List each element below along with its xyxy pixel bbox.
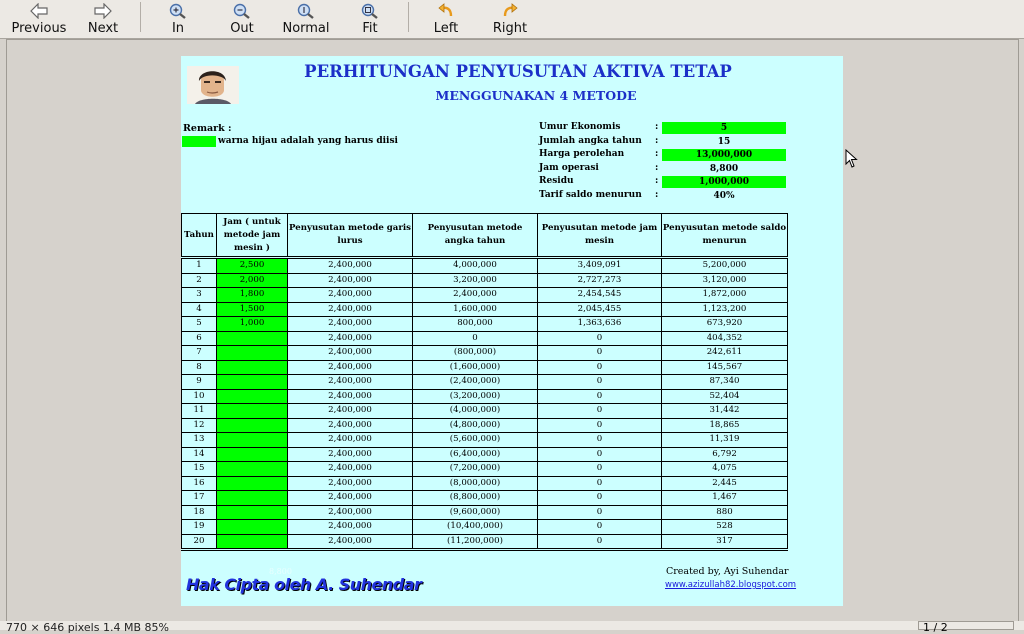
param-colon: :	[655, 135, 659, 146]
next-label: Next	[87, 21, 119, 36]
copyright-text: Hak Cipta oleh A. Suhendar	[186, 575, 422, 594]
table-cell: 18,865	[662, 418, 788, 433]
zoom-out-button[interactable]	[220, 0, 264, 36]
table-cell: 2,400,000	[288, 389, 413, 404]
column-header: Penyusutan metode jam mesin	[538, 214, 662, 258]
table-cell: 2,400,000	[288, 491, 413, 506]
image-info: 770 × 646 pixels 1.4 MB 85%	[6, 621, 169, 634]
table-cell: 19	[182, 520, 217, 535]
zoom-out-icon	[233, 3, 251, 19]
zoom-in-button[interactable]	[156, 0, 200, 36]
remark-label: Remark :	[183, 123, 232, 134]
green-swatch	[182, 136, 216, 147]
table-cell: 0	[538, 534, 662, 550]
table-cell: 2,400,000	[288, 302, 413, 317]
table-cell: 0	[538, 360, 662, 375]
hours-input-cell[interactable]: 1,800	[217, 288, 288, 303]
table-cell: (1,600,000)	[413, 360, 538, 375]
zoom-in-label: In	[171, 21, 185, 36]
table-cell: 2,400,000	[288, 418, 413, 433]
table-cell: (4,000,000)	[413, 404, 538, 419]
table-cell: 10	[182, 389, 217, 404]
param-label: Residu	[539, 176, 574, 186]
hours-input-cell[interactable]	[217, 346, 288, 361]
table-cell: 5,200,000	[662, 258, 788, 274]
table-cell: 1,363,636	[538, 317, 662, 332]
rotate-left-button[interactable]	[424, 0, 468, 36]
table-row	[182, 462, 788, 477]
previous-label: Previous	[11, 21, 67, 36]
zoom-fit-icon	[361, 3, 379, 19]
hours-input-cell[interactable]: 1,500	[217, 302, 288, 317]
param-colon: :	[655, 189, 659, 200]
table-cell: 1,123,200	[662, 302, 788, 317]
table-cell: 2,400,000	[288, 462, 413, 477]
param-label: Harga perolehan	[539, 149, 625, 159]
table-cell: (6,400,000)	[413, 447, 538, 462]
table-cell: 0	[538, 491, 662, 506]
rotate-right-label: Right	[492, 21, 528, 36]
table-cell: 3,200,000	[413, 273, 538, 288]
hours-input-cell[interactable]: 1,000	[217, 317, 288, 332]
table-cell: 0	[413, 331, 538, 346]
table-cell: 2,400,000	[288, 258, 413, 274]
table-row	[182, 389, 788, 404]
next-button[interactable]	[80, 0, 126, 36]
table-cell: 12	[182, 418, 217, 433]
hours-input-cell[interactable]	[217, 360, 288, 375]
table-row	[182, 375, 788, 390]
rotate-left-label: Left	[433, 21, 459, 36]
column-header: Penyusutan metode angka tahun	[413, 214, 538, 258]
param-value-jumlah-angka-tahun: 15	[717, 136, 731, 147]
table-cell: 2,454,545	[538, 288, 662, 303]
table-cell: 145,567	[662, 360, 788, 375]
hours-input-cell[interactable]	[217, 375, 288, 390]
table-cell: (8,800,000)	[413, 491, 538, 506]
table-cell: (9,600,000)	[413, 505, 538, 520]
table-cell: 317	[662, 534, 788, 550]
param-value-jam-operasi: 8,800	[709, 163, 739, 174]
table-cell: 13	[182, 433, 217, 448]
table-cell: 2,400,000	[288, 317, 413, 332]
hours-input-cell[interactable]	[217, 331, 288, 346]
table-cell: 7	[182, 346, 217, 361]
document-subtitle: MENGGUNAKAN 4 METODE	[435, 88, 637, 103]
table-cell: 4,075	[662, 462, 788, 477]
column-header: Jam ( untuk metode jam mesin )	[217, 214, 288, 258]
table-cell: 2,400,000	[288, 288, 413, 303]
hours-input-cell[interactable]	[217, 534, 288, 550]
table-row	[182, 360, 788, 375]
table-cell: (800,000)	[413, 346, 538, 361]
table-row	[182, 273, 788, 288]
table-cell: 2,400,000	[413, 288, 538, 303]
table-cell: 52,404	[662, 389, 788, 404]
table-cell: 6	[182, 331, 217, 346]
param-label: Jam operasi	[539, 162, 599, 173]
table-cell: 0	[538, 404, 662, 419]
table-row	[182, 258, 788, 274]
table-cell: 2,400,000	[288, 534, 413, 550]
table-cell: 2,400,000	[288, 346, 413, 361]
mouse-cursor-icon	[845, 149, 859, 169]
table-row	[182, 404, 788, 419]
created-by-text: Created by, Ayi Suhendar	[666, 566, 789, 577]
table-row	[182, 447, 788, 462]
table-cell: 11,319	[662, 433, 788, 448]
table-cell: 0	[538, 447, 662, 462]
hours-input-cell[interactable]	[217, 491, 288, 506]
toolbar-separator	[408, 2, 409, 32]
table-cell: 1,872,000	[662, 288, 788, 303]
table-cell: 6,792	[662, 447, 788, 462]
document-title: PERHITUNGAN PENYUSUTAN AKTIVA TETAP	[304, 62, 732, 81]
table-cell: 11	[182, 404, 217, 419]
hours-input-cell[interactable]: 2,500	[217, 258, 288, 274]
rotate-right-icon	[501, 3, 519, 19]
param-value-umur-ekonomis[interactable]: 5	[662, 122, 786, 134]
hours-input-cell[interactable]	[217, 404, 288, 419]
image-viewport[interactable]	[6, 39, 1019, 623]
previous-button[interactable]	[8, 0, 70, 36]
param-value-residu[interactable]: 1,000,000	[662, 176, 786, 188]
table-cell: 1	[182, 258, 217, 274]
document-page	[181, 56, 843, 606]
rotate-left-icon	[437, 3, 455, 19]
table-cell: 17	[182, 491, 217, 506]
toolbar-separator	[140, 2, 141, 32]
table-cell: 0	[538, 389, 662, 404]
table-cell: (10,400,000)	[413, 520, 538, 535]
table-cell: 87,340	[662, 375, 788, 390]
zoom-in-icon	[169, 3, 187, 19]
table-cell: (7,200,000)	[413, 462, 538, 477]
hours-input-cell[interactable]	[217, 433, 288, 448]
table-cell: 5	[182, 317, 217, 332]
table-row	[182, 346, 788, 361]
hours-input-cell[interactable]	[217, 505, 288, 520]
table-cell: 2,400,000	[288, 476, 413, 491]
zoom-normal-icon	[297, 3, 315, 19]
table-cell: 3	[182, 288, 217, 303]
table-row	[182, 302, 788, 317]
hours-input-cell[interactable]	[217, 520, 288, 535]
table-cell: (2,400,000)	[413, 375, 538, 390]
param-value-harga-perolehan[interactable]: 13,000,000	[662, 149, 786, 161]
table-cell: 1,600,000	[413, 302, 538, 317]
arrow-left-icon	[29, 3, 49, 19]
zoom-fit-label: Fit	[362, 21, 378, 36]
table-cell: 0	[538, 505, 662, 520]
zoom-out-label: Out	[230, 21, 254, 36]
hours-input-cell[interactable]	[217, 418, 288, 433]
table-cell: 0	[538, 375, 662, 390]
table-cell: 3,120,000	[662, 273, 788, 288]
table-row	[182, 476, 788, 491]
hours-input-cell[interactable]: 2,000	[217, 273, 288, 288]
table-cell: 2,400,000	[288, 520, 413, 535]
table-cell: 0	[538, 331, 662, 346]
table-cell: 880	[662, 505, 788, 520]
param-colon: :	[655, 162, 659, 173]
table-cell: 2,400,000	[288, 404, 413, 419]
table-cell: 0	[538, 476, 662, 491]
table-cell: 4	[182, 302, 217, 317]
table-cell: 800,000	[413, 317, 538, 332]
table-cell: 2,400,000	[288, 273, 413, 288]
table-cell: 4,000,000	[413, 258, 538, 274]
hours-input-cell[interactable]	[217, 476, 288, 491]
table-cell: 2,045,455	[538, 302, 662, 317]
table-row	[182, 418, 788, 433]
column-header: Tahun	[182, 214, 217, 258]
table-row	[182, 331, 788, 346]
rotate-right-button[interactable]	[488, 0, 532, 36]
table-cell: 0	[538, 418, 662, 433]
table-row	[182, 288, 788, 303]
table-row	[182, 534, 788, 550]
table-cell: 2,445	[662, 476, 788, 491]
zoom-fit-button[interactable]	[350, 0, 390, 36]
table-row	[182, 433, 788, 448]
table-cell: (8,000,000)	[413, 476, 538, 491]
table-cell: (4,800,000)	[413, 418, 538, 433]
table-cell: (11,200,000)	[413, 534, 538, 550]
table-cell: 8	[182, 360, 217, 375]
hours-input-cell[interactable]	[217, 389, 288, 404]
param-colon: :	[655, 149, 659, 159]
param-value-tarif-saldo-menurun: 40%	[713, 190, 735, 201]
table-cell: 242,611	[662, 346, 788, 361]
table-cell: 2,400,000	[288, 505, 413, 520]
table-cell: 528	[662, 520, 788, 535]
arrow-right-icon	[93, 3, 113, 19]
table-row	[182, 317, 788, 332]
table-cell: 14	[182, 447, 217, 462]
param-label: Umur Ekonomis	[539, 122, 621, 132]
table-cell: 18	[182, 505, 217, 520]
param-colon: :	[655, 176, 659, 186]
table-cell: 0	[538, 346, 662, 361]
status-bar	[0, 621, 1024, 634]
table-cell: 1,467	[662, 491, 788, 506]
table-body	[182, 258, 788, 550]
table-cell: 2,400,000	[288, 331, 413, 346]
table-header-row	[182, 214, 788, 258]
page-indicator: 1 / 2	[918, 621, 1014, 630]
table-cell: 2,727,273	[538, 273, 662, 288]
param-label: Tarif saldo menurun	[539, 189, 642, 200]
table-row	[182, 505, 788, 520]
zoom-normal-label: Normal	[282, 21, 330, 36]
table-cell: 2,400,000	[288, 360, 413, 375]
table-cell: 31,442	[662, 404, 788, 419]
table-cell: (3,200,000)	[413, 389, 538, 404]
table-cell: 2,400,000	[288, 433, 413, 448]
table-cell: 0	[538, 462, 662, 477]
website-link[interactable]: www.azizullah82.blogspot.com	[665, 580, 797, 590]
table-row	[182, 491, 788, 506]
table-row	[182, 520, 788, 535]
table-cell: 20	[182, 534, 217, 550]
remark-text: warna hijau adalah yang harus diisi	[218, 136, 398, 146]
table-cell: 404,352	[662, 331, 788, 346]
table-cell: 2,400,000	[288, 375, 413, 390]
column-header: Penyusutan metode garis lurus	[288, 214, 413, 258]
hours-input-cell[interactable]	[217, 462, 288, 477]
table-cell: 9	[182, 375, 217, 390]
table-cell: (5,600,000)	[413, 433, 538, 448]
table-cell: 2,400,000	[288, 447, 413, 462]
table-cell: 16	[182, 476, 217, 491]
depreciation-table	[181, 213, 788, 551]
column-header: Penyusutan metode saldo menurun	[662, 214, 788, 258]
table-cell: 0	[538, 520, 662, 535]
table-cell: 0	[538, 433, 662, 448]
toolbar	[0, 0, 1024, 39]
param-colon: :	[655, 122, 659, 132]
zoom-normal-button[interactable]	[280, 0, 332, 36]
table-cell: 15	[182, 462, 217, 477]
table-cell: 2	[182, 273, 217, 288]
param-label: Jumlah angka tahun	[539, 135, 642, 146]
table-cell: 673,920	[662, 317, 788, 332]
table-cell: 3,409,091	[538, 258, 662, 274]
hours-input-cell[interactable]	[217, 447, 288, 462]
faint-cell-text: 8,800	[269, 567, 292, 576]
